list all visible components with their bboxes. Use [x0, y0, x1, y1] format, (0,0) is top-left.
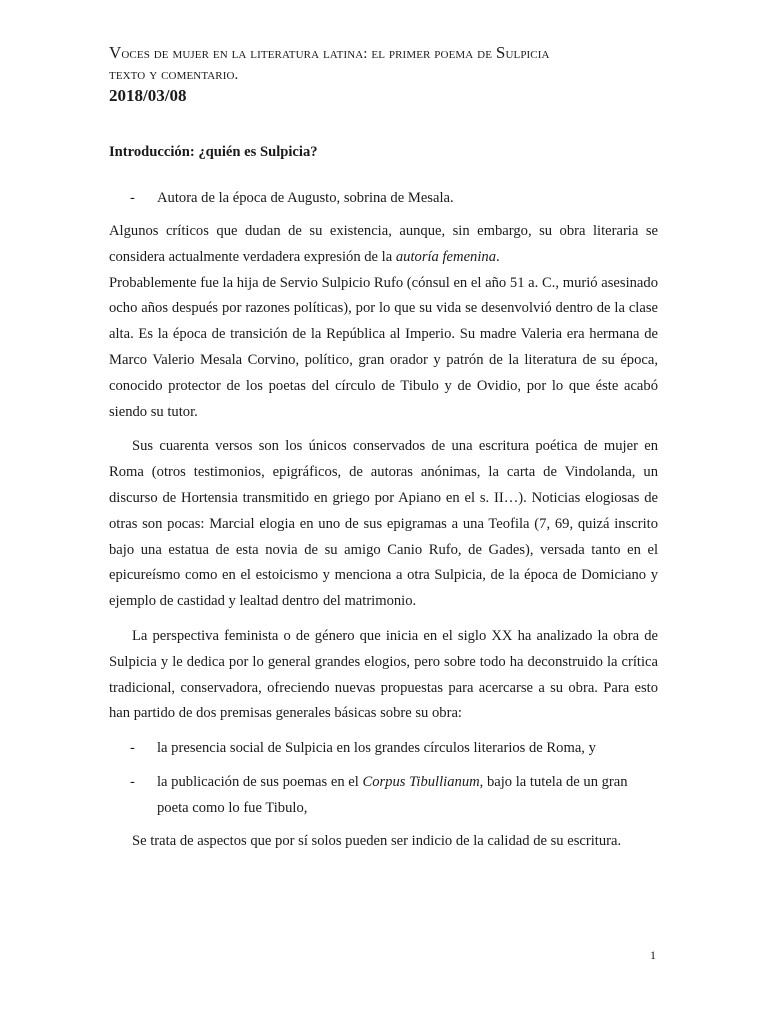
- paragraph-text: Algunos críticos que dudan de su existencia, aunque, sin embargo, su obra literaria se considera actualmente verdadera expresión de la: [109, 223, 658, 265]
- bullet-text: Autora de la época de Augusto, sobrina de Mesala.: [157, 190, 454, 206]
- page-number: 1: [650, 948, 656, 962]
- document-body: [109, 143, 658, 855]
- document-header: [109, 42, 669, 106]
- paragraph-verses: Sus cuarenta versos son los únicos conservados de una escritura poética de mujer en Roma (otros testimonios, epigráficos, de autoras anónimas, la carta de Vindolanda, un discurso de Hortensia transmitido en griego por Apiano en el s. II…). Noticias elogiosas de otras son pocas: Marcial elogia en uno de sus epigramas a una Teofila (7, 69, quizá inscrito bajo una estatua de esta novia de su amigo Canio Rufo, de Gades), versada tanto en el epicureísmo como en el estoicismo y menciona a otra Sulpicia, de la época de Domiciano y ejemplo de castidad y lealtad dentro del matrimonio.: [109, 438, 658, 610]
- emphasis-autoria: autoría femenina: [395, 248, 496, 265]
- bullet-item-2: [109, 735, 658, 761]
- bullet-dash: -: [130, 740, 135, 757]
- bullet-item-3: [109, 769, 658, 821]
- bullet-text: la presencia social de Sulpicia en los grandes círculos literarios de Roma, y: [157, 740, 596, 757]
- title-initial-v: V: [109, 43, 122, 62]
- section-heading: Introducción: ¿quién es Sulpicia?: [109, 144, 318, 160]
- document-title-line-1: [109, 42, 669, 65]
- bullet-text-part: la publicación de sus poemas en el: [157, 774, 363, 791]
- title-text-part-1: oces de mujer en la literatura latina: el primer poema de: [121, 46, 496, 62]
- bullet-item-1: [109, 185, 658, 211]
- paragraph-feminist-perspective: La perspectiva feminista o de género que inicia en el siglo XX ha analizado la obra de Sulpicia y le dedica por lo general grandes elogios, pero sobre todo ha deconstruido la crítica tradicional, conservadora, ofreciendo nuevas propuestas para acercarse a su obra. Para esto han partido de dos premisas generales básicas sobre su obra:: [109, 627, 658, 722]
- paragraph-conclusion: Se trata de aspectos que por sí solos pueden ser indicio de la calidad de su escritura.: [132, 833, 622, 850]
- title-initial-s: S: [495, 43, 506, 62]
- bullet-text-part-end: , bajo la tutela de un gran poeta como lo fue Tibulo,: [157, 774, 628, 817]
- bullet-dash: -: [130, 190, 135, 206]
- document-date: 2018/03/08: [109, 86, 187, 105]
- document-title-line-2: texto y comentario.: [109, 67, 239, 83]
- emphasis-corpus-tibullianum: Corpus Tibullianum: [362, 774, 480, 791]
- paragraph-family: Probablemente fue la hija de Servio Sulpicio Rufo (cónsul en el año 51 a. C., murió asesinado ocho años después por razones políticas), por lo que su vida se desenvolvió dentro de la clase alta. Es la época de transición de la República al Imperio. Su madre Valeria era hermana de Marco Valerio Mesala Corvino, político, gran orador y patrón de la literatura de su época, conocido protector de los poetas del círculo de Tibulo y de Ovidio, por lo que éste acabó siendo su tutor.: [109, 274, 658, 420]
- paragraph-text-end: .: [496, 248, 500, 265]
- bullet-text: [157, 769, 658, 821]
- paragraph-critics: [109, 219, 658, 271]
- bullet-dash: -: [130, 774, 135, 791]
- title-text-part-2: ulpicia: [505, 46, 550, 62]
